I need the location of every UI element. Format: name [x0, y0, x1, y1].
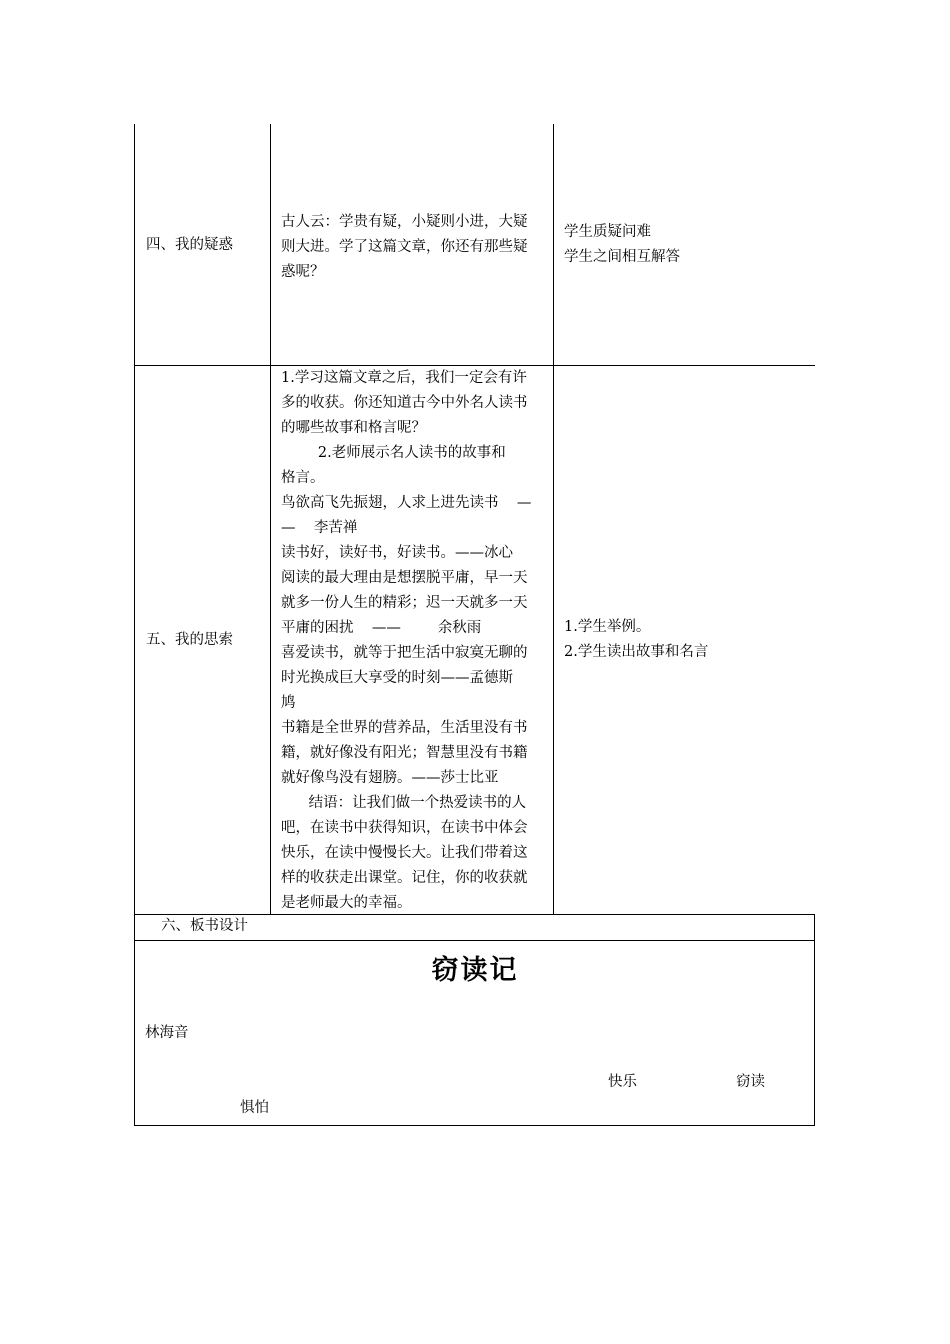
column-divider-2 — [553, 124, 554, 914]
content-line: 就好像鸟没有翅膀。——莎士比亚 — [281, 770, 499, 786]
table-border-right — [814, 914, 815, 1125]
content-line: 鸠 — [281, 695, 296, 711]
content-line: 快乐，在读中慢慢长大。让我们带着这 — [281, 845, 528, 861]
content-line: 喜爱读书，就等于把生活中寂寞无聊的 — [281, 645, 528, 661]
content-line: 1.学习这篇文章之后，我们一定会有许 — [281, 370, 527, 386]
activity-line: 1.学生举例。 — [564, 619, 651, 635]
content-line: — 李苦禅 — [281, 520, 358, 536]
content-line: 结语：让我们做一个热爱读书的人 — [281, 795, 527, 811]
content-line: 阅读的最大理由是想摆脱平庸，早一天 — [281, 570, 528, 586]
content-line: 就多一份人生的精彩；迟一天就多一天 — [281, 595, 528, 611]
content-line: 时光换成巨大享受的时刻——孟德斯 — [281, 670, 513, 686]
activity-line: 学生之间相互解答 — [564, 249, 680, 265]
content-line: 的哪些故事和格言呢？ — [281, 420, 426, 436]
table-border-bottom — [134, 1125, 815, 1126]
content-line: 读书好，读好书，好读书。——冰心 — [281, 545, 513, 561]
content-line: 格言。 — [281, 470, 325, 486]
content-line: 则大进。学了这篇文章，你还有那些疑 — [281, 239, 528, 255]
section5-content — [281, 366, 531, 916]
board-word-fear: 惧怕 — [240, 1100, 269, 1116]
board-author: 林海音 — [145, 1025, 189, 1041]
content-line: 样的收获走出课堂。记住，你的收获就 — [281, 870, 528, 886]
content-line: 鸟欲高飞先振翅，人求上进先读书 — — [281, 495, 532, 511]
section6-label: 六、板书设计 — [161, 918, 248, 934]
section5-label: 五、我的思索 — [146, 632, 233, 648]
section5-activity — [564, 615, 708, 665]
content-line: 古人云：学贵有疑，小疑则小进，大疑 — [281, 214, 528, 230]
content-line: 书籍是全世界的营养品，生活里没有书 — [281, 720, 528, 736]
content-line: 籍，就好像没有阳光；智慧里没有书籍 — [281, 745, 528, 761]
content-line: 是老师最大的幸福。 — [281, 895, 412, 911]
activity-line: 2.学生读出故事和名言 — [564, 644, 709, 660]
activity-line: 学生质疑问难 — [564, 224, 651, 240]
board-word-happy: 快乐 — [608, 1074, 637, 1090]
board-header-divider — [134, 940, 815, 941]
content-line: 平庸的困扰 —— 余秋雨 — [281, 620, 482, 636]
content-line: 2.老师展示名人读书的故事和 — [281, 445, 506, 461]
content-line: 吧，在读书中获得知识，在读书中体会 — [281, 820, 528, 836]
content-line: 多的收获。你还知道古今中外名人读书 — [281, 395, 528, 411]
section4-content — [281, 210, 528, 285]
section4-label: 四、我的疑惑 — [146, 237, 233, 253]
column-divider-1 — [270, 124, 271, 914]
board-word-steal-read: 窃读 — [736, 1074, 765, 1090]
section4-activity — [564, 220, 680, 270]
board-title: 窃读记 — [431, 955, 519, 986]
content-line: 惑呢？ — [281, 264, 325, 280]
